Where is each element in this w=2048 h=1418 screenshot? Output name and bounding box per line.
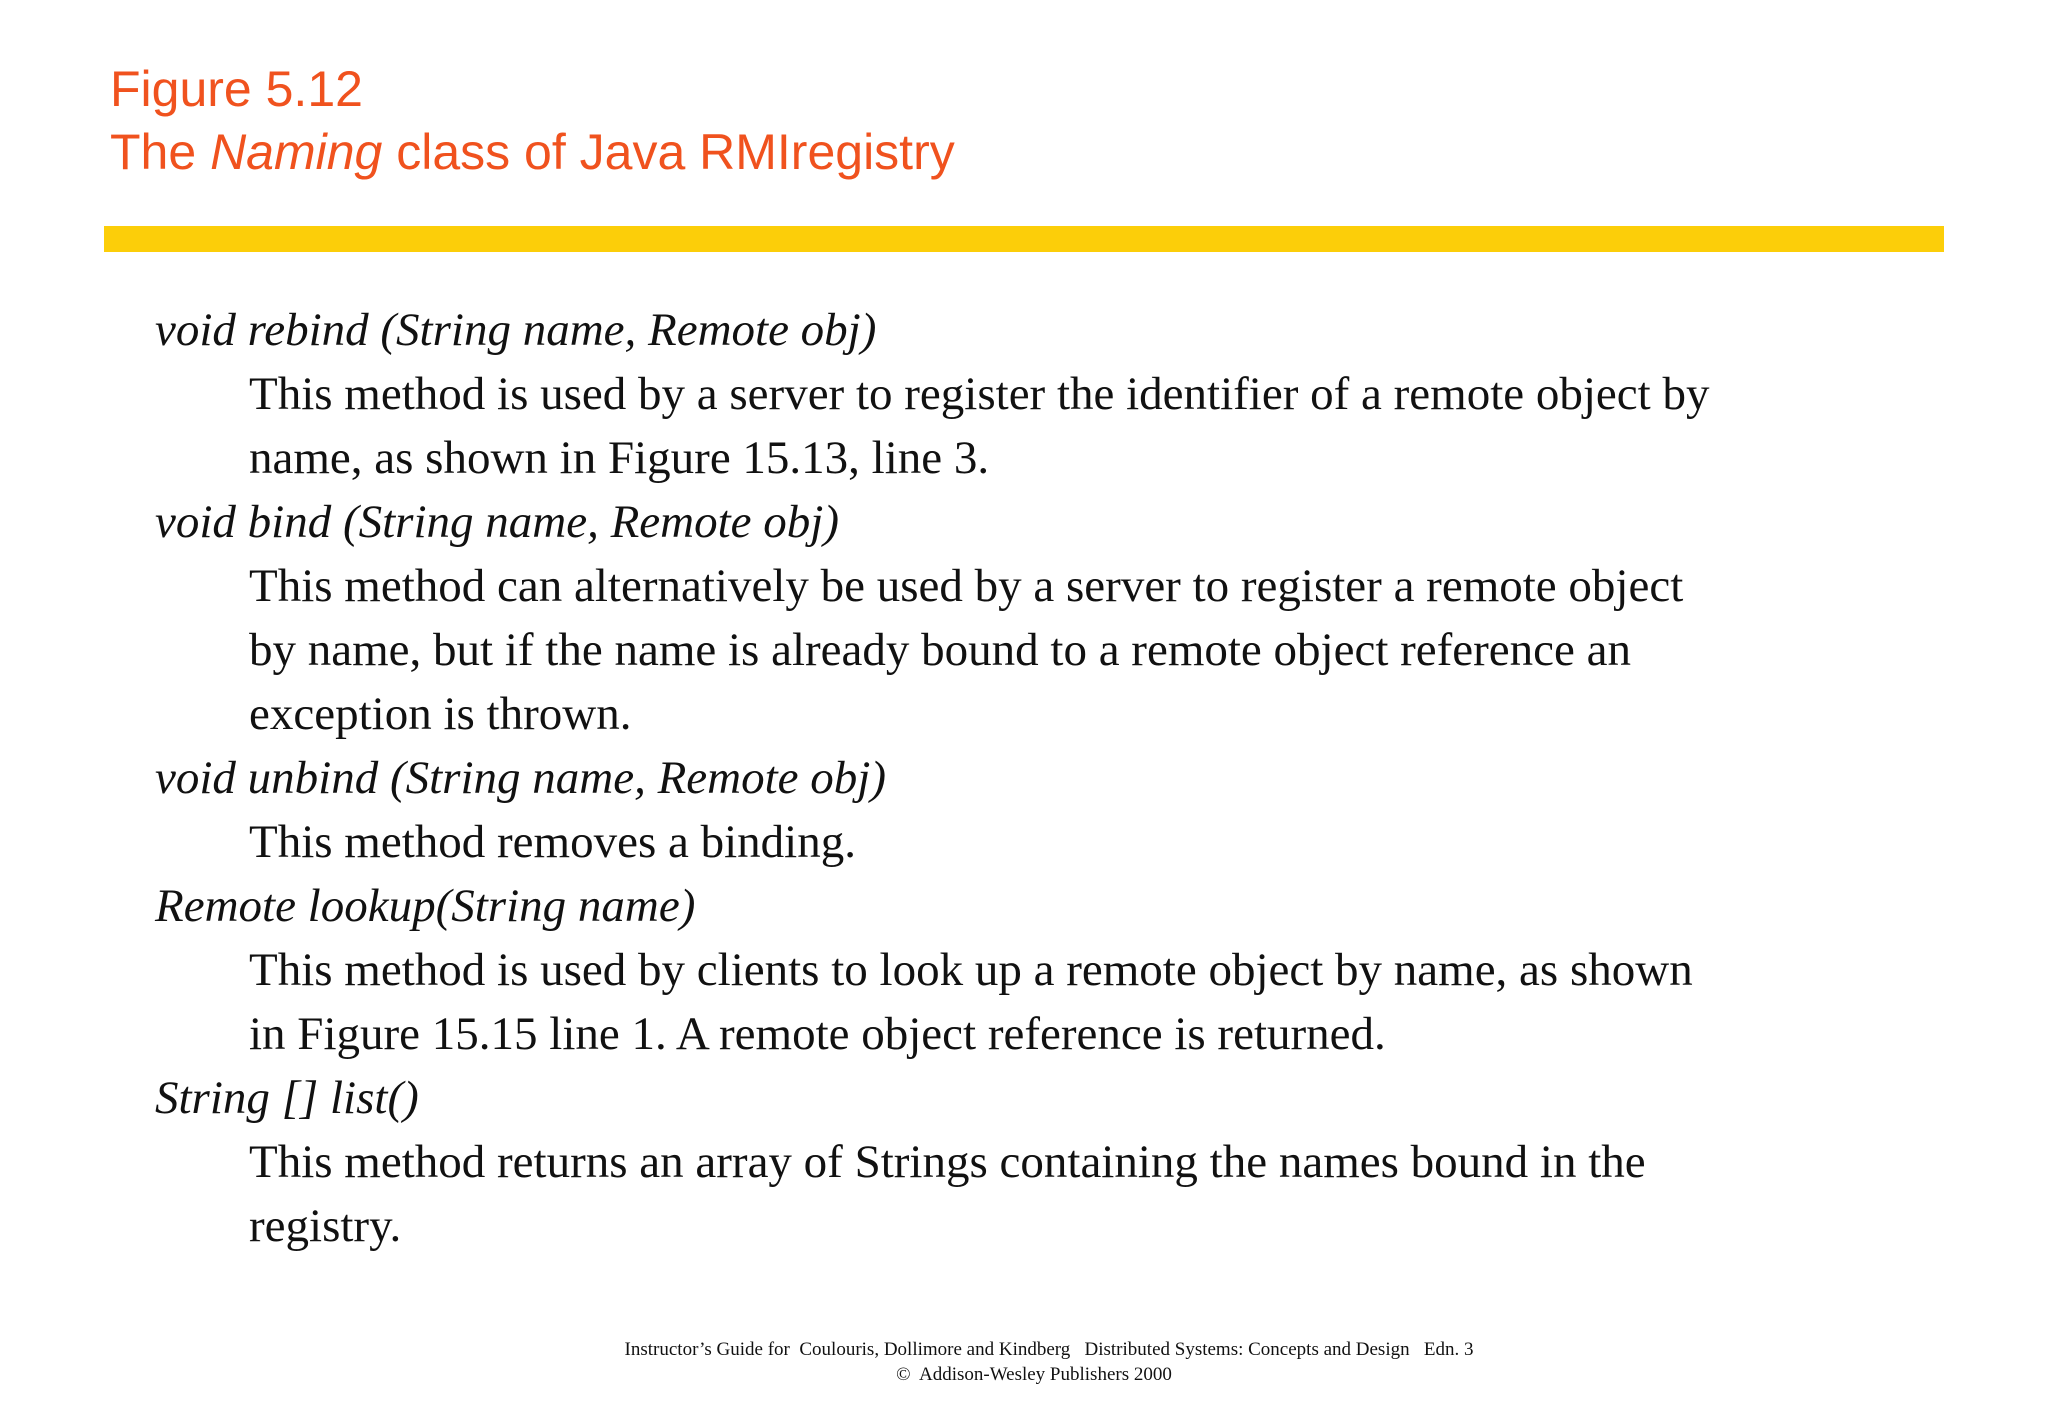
method-signature: Remote lookup(String name) — [155, 880, 696, 932]
method-unbind — [155, 746, 1955, 874]
method-signature: void bind (String name, Remote obj) — [155, 496, 839, 548]
caption-suffix: class of Java RMIregistry — [382, 124, 955, 180]
description-line: This method is used by clients to look up a remote object by name, as shown — [249, 944, 1693, 996]
method-rebind — [155, 298, 1955, 490]
caption-prefix: The — [110, 124, 211, 180]
description-line: This method removes a binding. — [249, 816, 856, 868]
method-description — [155, 362, 1955, 490]
method-signature: void unbind (String name, Remote obj) — [155, 752, 886, 804]
figure-caption — [110, 121, 955, 184]
footer-credit: Instructor’s Guide for Coulouris, Dollimore and Kindberg Distributed Systems: Concepts and Design Edn. 3 — [624, 1339, 1474, 1360]
figure-number: Figure 5.12 — [110, 61, 363, 117]
description-line: This method can alternatively be used by a server to register a remote object — [249, 560, 1684, 612]
title-divider — [104, 226, 1944, 252]
method-bind — [155, 490, 1955, 746]
description-line: This method is used by a server to register the identifier of a remote object by — [249, 368, 1710, 420]
method-description — [155, 554, 1955, 746]
footer-copyright: © Addison-Wesley Publishers 2000 — [896, 1364, 1172, 1385]
method-list-names — [155, 1066, 1955, 1258]
description-line: exception is thrown. — [249, 688, 632, 740]
description-line: by name, but if the name is already bound to a remote object reference an — [249, 624, 1632, 676]
description-line: name, as shown in Figure 15.13, line 3. — [249, 432, 990, 484]
method-list — [155, 298, 1955, 1258]
description-line: This method returns an array of Strings containing the names bound in the — [249, 1136, 1646, 1188]
description-line: in Figure 15.15 line 1. A remote object reference is returned. — [249, 1008, 1386, 1060]
method-lookup — [155, 874, 1955, 1066]
method-signature: String [] list() — [155, 1072, 419, 1124]
method-signature: void rebind (String name, Remote obj) — [155, 304, 877, 356]
figure-title — [110, 58, 955, 184]
footer — [0, 1337, 2048, 1387]
method-description — [155, 938, 1955, 1066]
method-description — [155, 1130, 1955, 1258]
description-line: registry. — [249, 1200, 402, 1252]
method-description — [155, 810, 1955, 874]
caption-italic: Naming — [210, 124, 383, 180]
